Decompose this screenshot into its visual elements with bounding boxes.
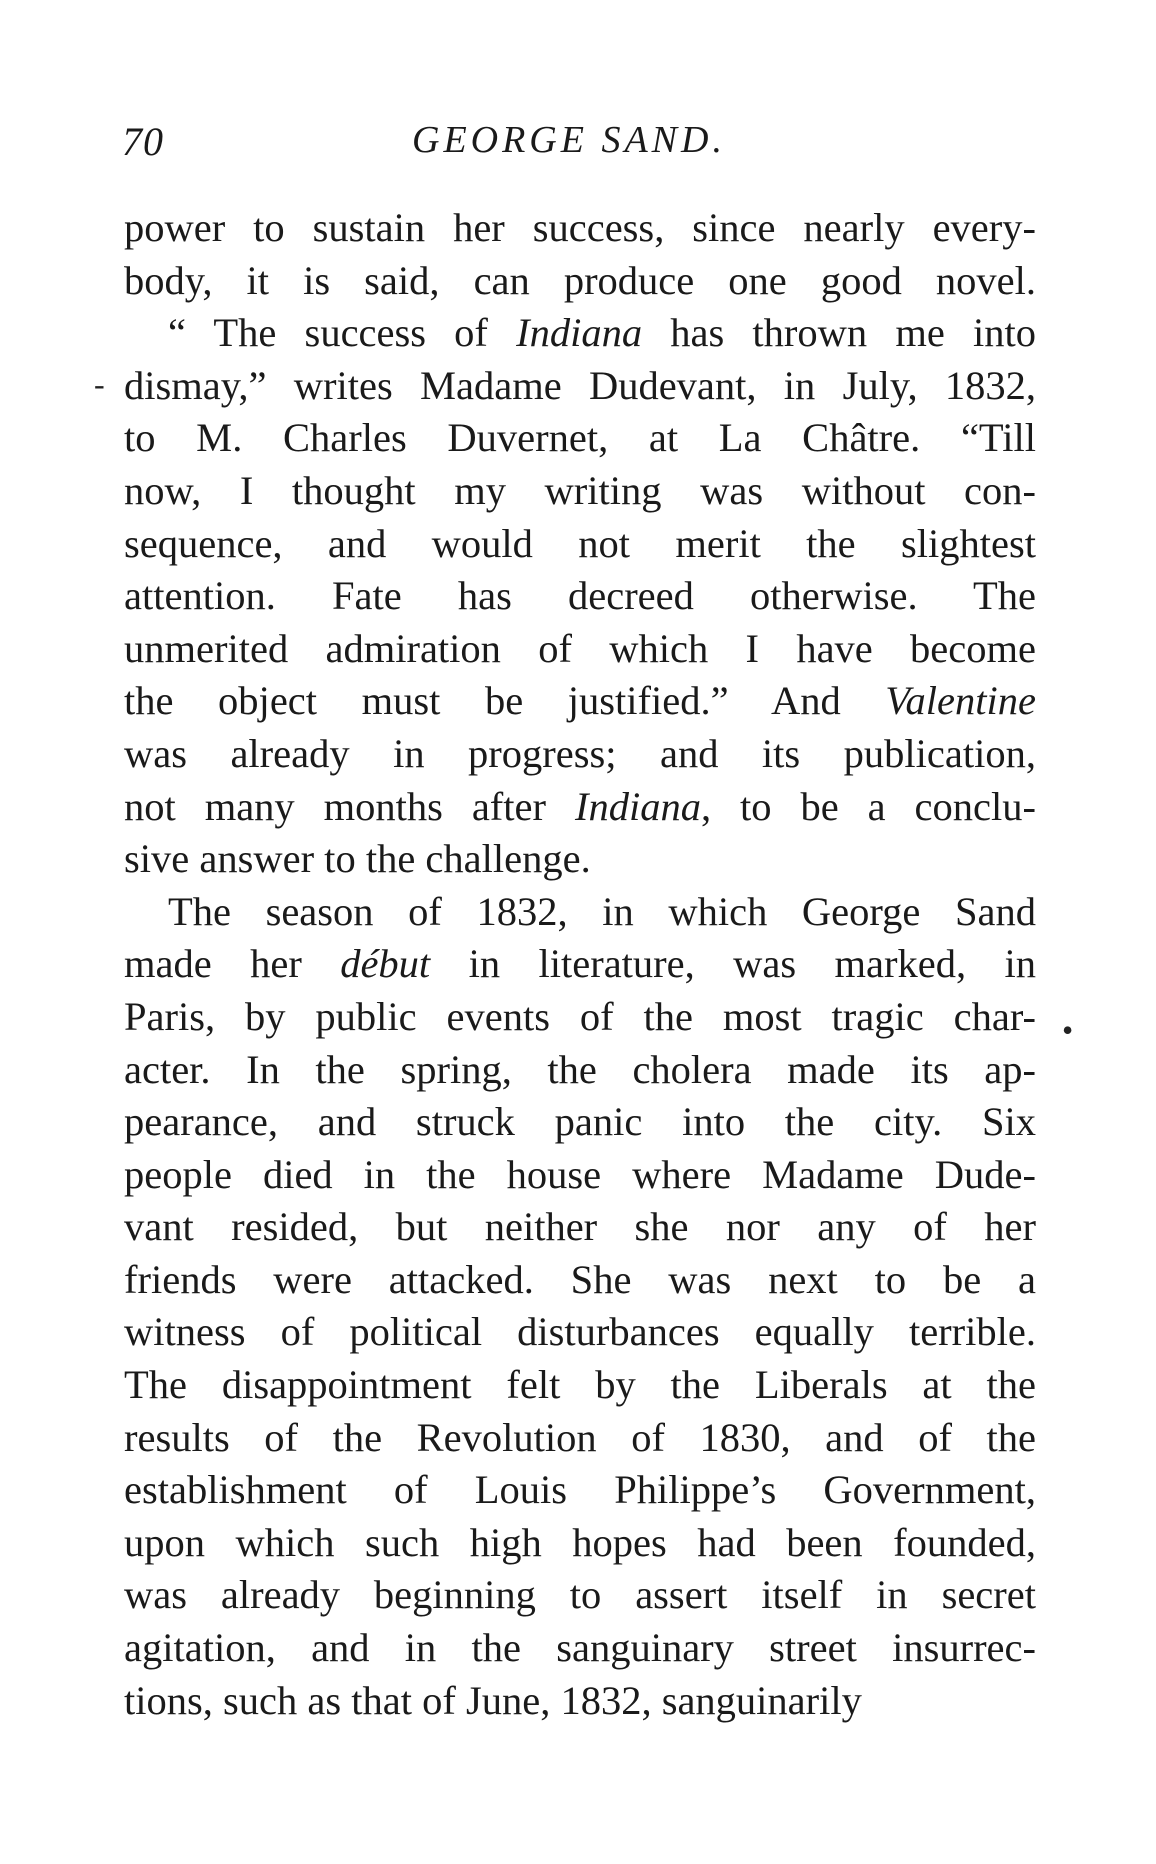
text-line: results of the Revolution of 1830, and of the bbox=[124, 1414, 1036, 1460]
text-line: “ The success of Indiana has thrown me into bbox=[168, 310, 1036, 356]
text-line: pearance, and struck panic into the city. Six bbox=[124, 1099, 1036, 1145]
italic-title: Indiana bbox=[516, 310, 643, 356]
text-line: was already beginning to assert itself in secret bbox=[124, 1572, 1036, 1618]
text-line: body, it is said, can produce one good novel. bbox=[124, 257, 1036, 303]
text-line: power to sustain her success, since nearly every- bbox=[124, 205, 1036, 250]
text-line: people died in the house where Madame Dude- bbox=[124, 1151, 1036, 1197]
text-line: not many months after Indiana, to be a conclu- bbox=[124, 783, 1036, 829]
margin-mark-right: • bbox=[1062, 1012, 1074, 1048]
text-line: dismay,” writes Madame Dudevant, in July, 1832, bbox=[124, 362, 1036, 408]
text-line: witness of political disturbances equally terrible. bbox=[124, 1309, 1036, 1355]
text-line: vant resided, but neither she nor any of her bbox=[124, 1204, 1036, 1250]
text-line: unmerited admiration of which I have become bbox=[124, 625, 1036, 671]
running-title: GEORGE SAND. bbox=[412, 119, 726, 161]
text-line: friends were attacked. She was next to be a bbox=[124, 1256, 1036, 1302]
text-line: to M. Charles Duvernet, at La Châtre. “Till bbox=[124, 415, 1036, 461]
margin-mark-left: - bbox=[94, 366, 105, 402]
text-line: The disappointment felt by the Liberals at the bbox=[124, 1362, 1036, 1408]
text-line: sequence, and would not merit the slightest bbox=[124, 520, 1036, 566]
page-number: 70 bbox=[122, 119, 164, 164]
text-line: the object must be justified.” And Valentine bbox=[124, 678, 1036, 724]
italic-title: Indiana bbox=[574, 783, 701, 829]
italic-title: Valentine bbox=[885, 678, 1036, 724]
text-line: acter. In the spring, the cholera made its ap- bbox=[124, 1046, 1036, 1092]
text-line: made her début in literature, was marked, in bbox=[124, 941, 1036, 987]
italic-title: début bbox=[340, 941, 431, 987]
text-line: tions, such as that of June, 1832, sanguinarily bbox=[124, 1677, 862, 1723]
text-line: attention. Fate has decreed otherwise. The bbox=[124, 573, 1036, 619]
text-line: sive answer to the challenge. bbox=[124, 836, 591, 882]
page-header bbox=[122, 118, 1042, 178]
text-line: The season of 1832, in which George Sand bbox=[168, 888, 1036, 934]
text-line: now, I thought my writing was without con- bbox=[124, 467, 1036, 513]
text-line: was already in progress; and its publication, bbox=[124, 730, 1036, 776]
text-line: agitation, and in the sanguinary street insurrec- bbox=[124, 1625, 1036, 1671]
text-line: Paris, by public events of the most tragic char- bbox=[124, 993, 1036, 1039]
text-line: establishment of Louis Philippe’s Government, bbox=[124, 1467, 1036, 1513]
body-text bbox=[124, 202, 1036, 1727]
text-line: upon which such high hopes had been founded, bbox=[124, 1519, 1036, 1565]
